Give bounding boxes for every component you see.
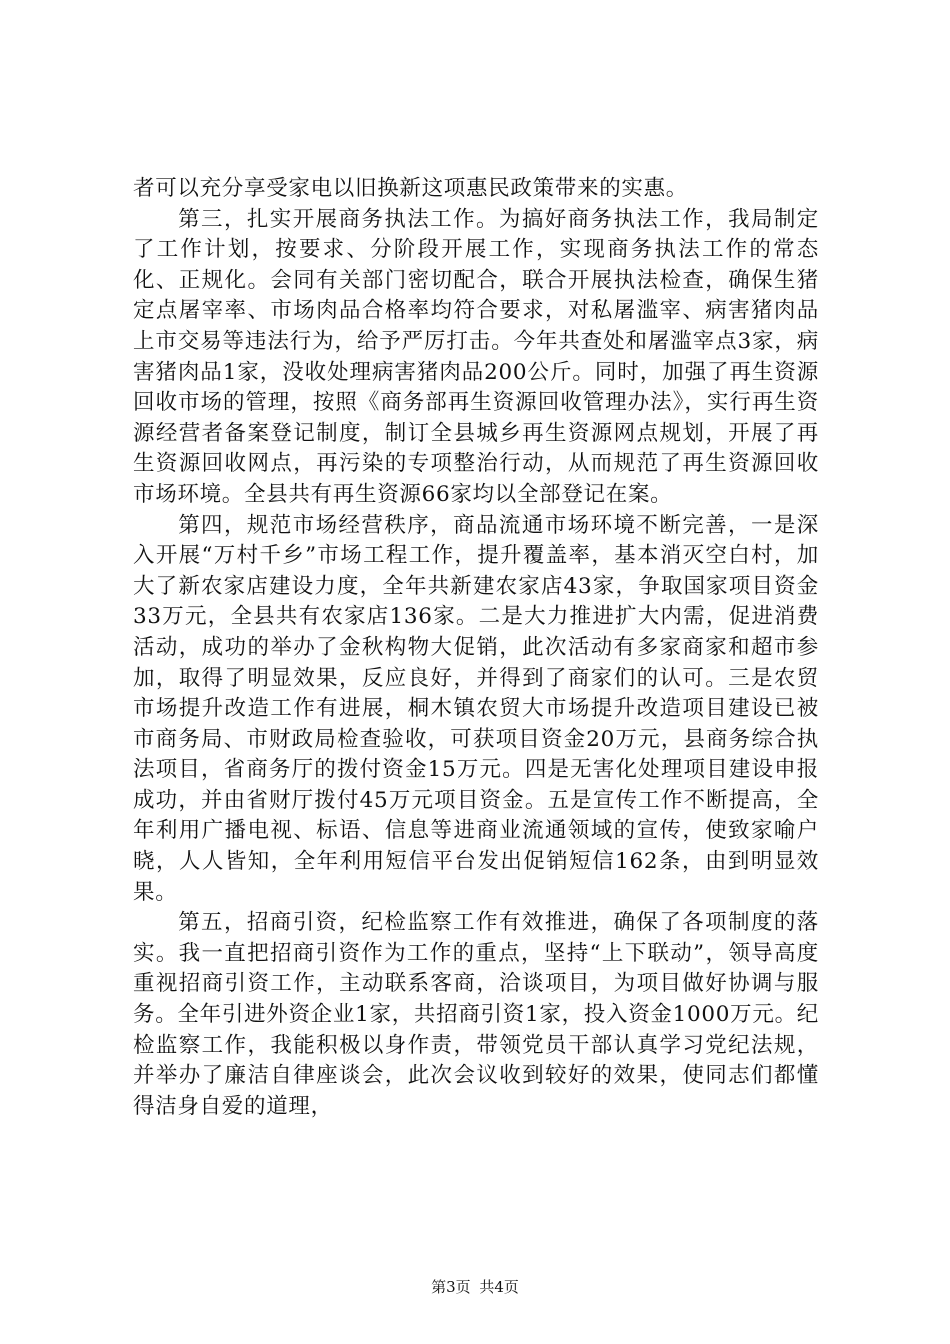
paragraph-fourth-point: 第四，规范市场经营秩序，商品流通市场环境不断完善，一是深入开展“万村千乡”市场工程工作，提升覆盖率，基本消灭空白村，加大了新农家店建设力度，全年共新建农家店43家，争取国家项目资金33万元，全县共有农家店136家。二是大力推进扩大内需，促进消费活动，成功的举办了金秋构物大促销，此次活动有多家商家和超市参加，取得了明显效果，反应良好，并得到了商家们的认可。三是农贸市场提升改造工作有进展，桐木镇农贸大市场提升改造项目建设已被市商务局、市财政局检查验收，可获项目资金20万元，县商务综合执法项目，省商务厅的拨付资金15万元。四是无害化处理项目建设申报成功，并由省财厅拨付45万元项目资金。五是宣传工作不断提高，全年利用广播电视、标语、信息等进商业流通领域的宣传，使致家喻户晓，人人皆知，全年利用短信平台发出促销短信162条，由到明显效果。 <box>133 512 819 905</box>
paragraph-continuation: 者可以充分享受家电以旧换新这项惠民政策带来的实惠。 <box>133 176 689 201</box>
paragraph-fifth-point: 第五，招商引资，纪检监察工作有效推进，确保了各项制度的落实。我一直把招商引资作为工作的重点，坚持“上下联动”，领导高度重视招商引资工作，主动联系客商，洽谈项目，为项目做好协调与服务。全年引进外资企业1家，共招商引资1家，投入资金1000万元。纪检监察工作，我能积极以身作责，带领党员干部认真学习党纪法规，并举办了廉洁自律座谈会，此次会议收到较好的效果，使同志们都懂得洁身自爱的道理， <box>133 910 819 1119</box>
document-body <box>133 174 819 1122</box>
page-number: 第3页 <box>431 1278 471 1296</box>
paragraph-third-point: 第三，扎实开展商务执法工作。为搞好商务执法工作，我局制定了工作计划，按要求、分阶段开展工作，实现商务执法工作的常态化、正规化。会同有关部门密切配合，联合开展执法检查，确保生猪定点屠宰率、市场肉品合格率均符合要求，对私屠滥宰、病害猪肉品上市交易等违法行为，给予严厉打击。今年共查处和屠滥宰点3家，病害猪肉品1家，没收处理病害猪肉品200公斤。同时，加强了再生资源回收市场的管理，按照《商务部再生资源回收管理办法》，实行再生资源经营者备案登记制度，制订全县城乡再生资源网点规划，开展了再生资源回收网点，再污染的专项整治行动，从而规范了再生资源回收市场环境。全县共有再生资源66家均以全部登记在案。 <box>133 206 819 507</box>
page-total: 共4页 <box>479 1278 519 1296</box>
page-footer <box>0 1278 950 1296</box>
